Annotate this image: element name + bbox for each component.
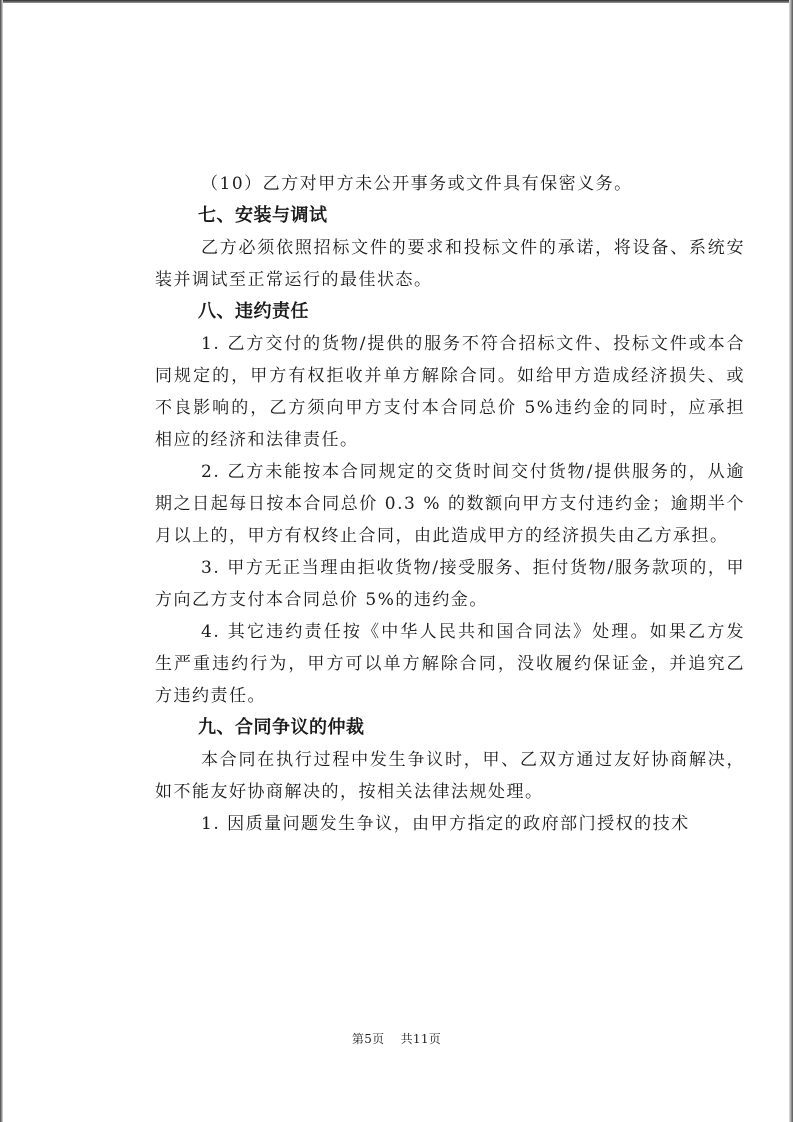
liability-clause-1: 1. 乙方交付的货物/提供的服务不符合招标文件、投标文件或本合同规定的，甲方有权拒收并单方解除合同。如给甲方造成经济损失、或不良影响的，乙方须向甲方支付本合同总价 5%违约金的同时，应承担相应的经济和法律责任。 <box>155 334 745 450</box>
document-body <box>155 168 745 840</box>
clause-10: （10）乙方对甲方未公开事务或文件具有保密义务。 <box>201 174 633 194</box>
arbitration-paragraph: 本合同在执行过程中发生争议时，甲、乙双方通过友好协商解决，如不能友好协商解决的，按相关法律法规处理。 <box>155 750 745 802</box>
liability-clause-4: 4. 其它违约责任按《中华人民共和国合同法》处理。如果乙方发生严重违约行为，甲方可以单方解除合同，没收履约保证金，并追究乙方违约责任。 <box>155 622 745 706</box>
scan-edge-left <box>0 0 3 1122</box>
scan-edge-right <box>789 0 793 1122</box>
liability-clause-2: 2. 乙方未能按本合同规定的交货时间交付货物/提供服务的，从逾期之日起每日按本合同总价 0.3 % 的数额向甲方支付违约金；逾期半个月以上的，甲方有权终止合同，由此造成甲方的经济损失由乙方承担。 <box>155 462 745 546</box>
page-footer <box>0 1030 793 1047</box>
page-total: 共11页 <box>400 1032 442 1046</box>
installation-paragraph: 乙方必须依照招标文件的要求和投标文件的承诺，将设备、系统安装并调试至正常运行的最佳状态。 <box>155 238 745 290</box>
arbitration-clause-1: 1. 因质量问题发生争议，由甲方指定的政府部门授权的技术 <box>201 814 690 834</box>
section-heading-installation: 七、安装与调试 <box>198 205 328 226</box>
section-heading-arbitration: 九、合同争议的仲裁 <box>198 717 365 738</box>
liability-clause-3: 3. 甲方无正当理由拒收货物/接受服务、拒付货物/服务款项的，甲方向乙方支付本合同总价 5%的违约金。 <box>155 558 745 610</box>
page-number: 第5页 <box>351 1032 385 1046</box>
scan-edge-top <box>0 0 793 3</box>
section-heading-liability: 八、违约责任 <box>198 301 309 322</box>
